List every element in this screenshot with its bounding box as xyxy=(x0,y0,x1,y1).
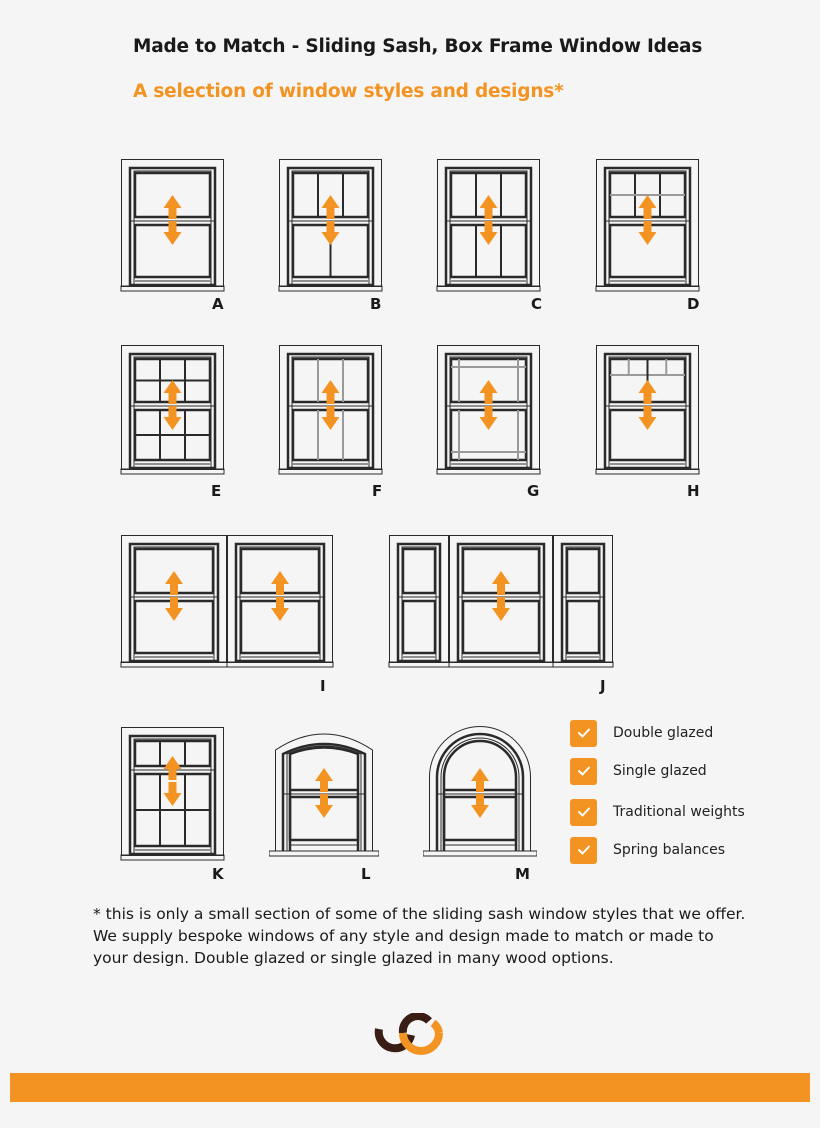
footnote-line: your design. Double glazed or single glazed in many wood options. xyxy=(93,949,614,967)
legend-label: Double glazed xyxy=(613,725,714,741)
legend-item-single-glazed xyxy=(570,757,707,785)
window-label-m: M xyxy=(515,865,530,883)
slide-arrow-icon xyxy=(165,571,183,621)
window-label-a: A xyxy=(212,295,224,313)
window-label-h: H xyxy=(687,482,700,500)
window-style-a xyxy=(121,159,230,292)
window-style-b xyxy=(279,159,388,292)
legend-label: Traditional weights xyxy=(613,804,745,820)
slide-arrow-icon xyxy=(639,195,657,245)
window-label-j: J xyxy=(600,677,606,695)
window-style-f xyxy=(279,345,388,475)
check-icon xyxy=(570,799,597,826)
slide-arrow-icon xyxy=(480,380,498,430)
window-label-b: B xyxy=(370,295,382,313)
slide-arrow-icon xyxy=(639,380,657,430)
window-style-k xyxy=(121,727,230,861)
check-icon xyxy=(570,720,597,747)
legend-label: Spring balances xyxy=(613,842,726,858)
slide-arrow-icon xyxy=(322,380,340,430)
window-style-e xyxy=(121,345,230,475)
legend-item-spring-balances xyxy=(570,836,725,864)
slide-arrow-icon xyxy=(322,195,340,245)
slide-arrow-icon xyxy=(164,756,182,806)
window-label-e: E xyxy=(211,482,222,500)
window-style-i xyxy=(121,535,339,668)
window-label-d: D xyxy=(687,295,700,313)
slide-arrow-icon xyxy=(164,195,182,245)
window-style-h xyxy=(596,345,705,475)
slide-arrow-icon xyxy=(271,571,289,621)
window-label-f: F xyxy=(372,482,383,500)
check-icon xyxy=(570,837,597,864)
window-label-c: C xyxy=(531,295,543,313)
slide-arrow-icon xyxy=(492,571,510,621)
slide-arrow-icon xyxy=(480,195,498,245)
window-style-g xyxy=(437,345,546,475)
legend-item-traditional-weights xyxy=(570,798,745,826)
slide-arrow-icon xyxy=(164,380,182,430)
footnote-line: * this is only a small section of some of the sliding sash window styles that we offer. xyxy=(93,905,746,923)
window-style-d xyxy=(596,159,705,292)
window-style-j xyxy=(389,535,619,668)
window-label-g: G xyxy=(527,482,540,500)
window-label-l: L xyxy=(361,865,371,883)
company-logo xyxy=(373,1013,447,1061)
page-title: Made to Match - Sliding Sash, Box Frame Window Ideas xyxy=(133,36,703,57)
check-icon xyxy=(570,758,597,785)
legend-item-double-glazed xyxy=(570,719,713,747)
footer-bar xyxy=(10,1073,810,1102)
window-style-c xyxy=(437,159,546,292)
window-style-m xyxy=(429,726,537,857)
page-subtitle: A selection of window styles and designs* xyxy=(133,81,564,102)
footnote-line: We supply bespoke windows of any style and design made to match or made to xyxy=(93,927,714,945)
window-label-i: I xyxy=(320,677,326,695)
legend-label: Single glazed xyxy=(613,763,707,779)
slide-arrow-icon xyxy=(471,768,489,818)
window-style-l xyxy=(275,726,379,857)
footnote xyxy=(93,903,773,969)
window-label-k: K xyxy=(212,865,224,883)
slide-arrow-icon xyxy=(315,768,333,818)
